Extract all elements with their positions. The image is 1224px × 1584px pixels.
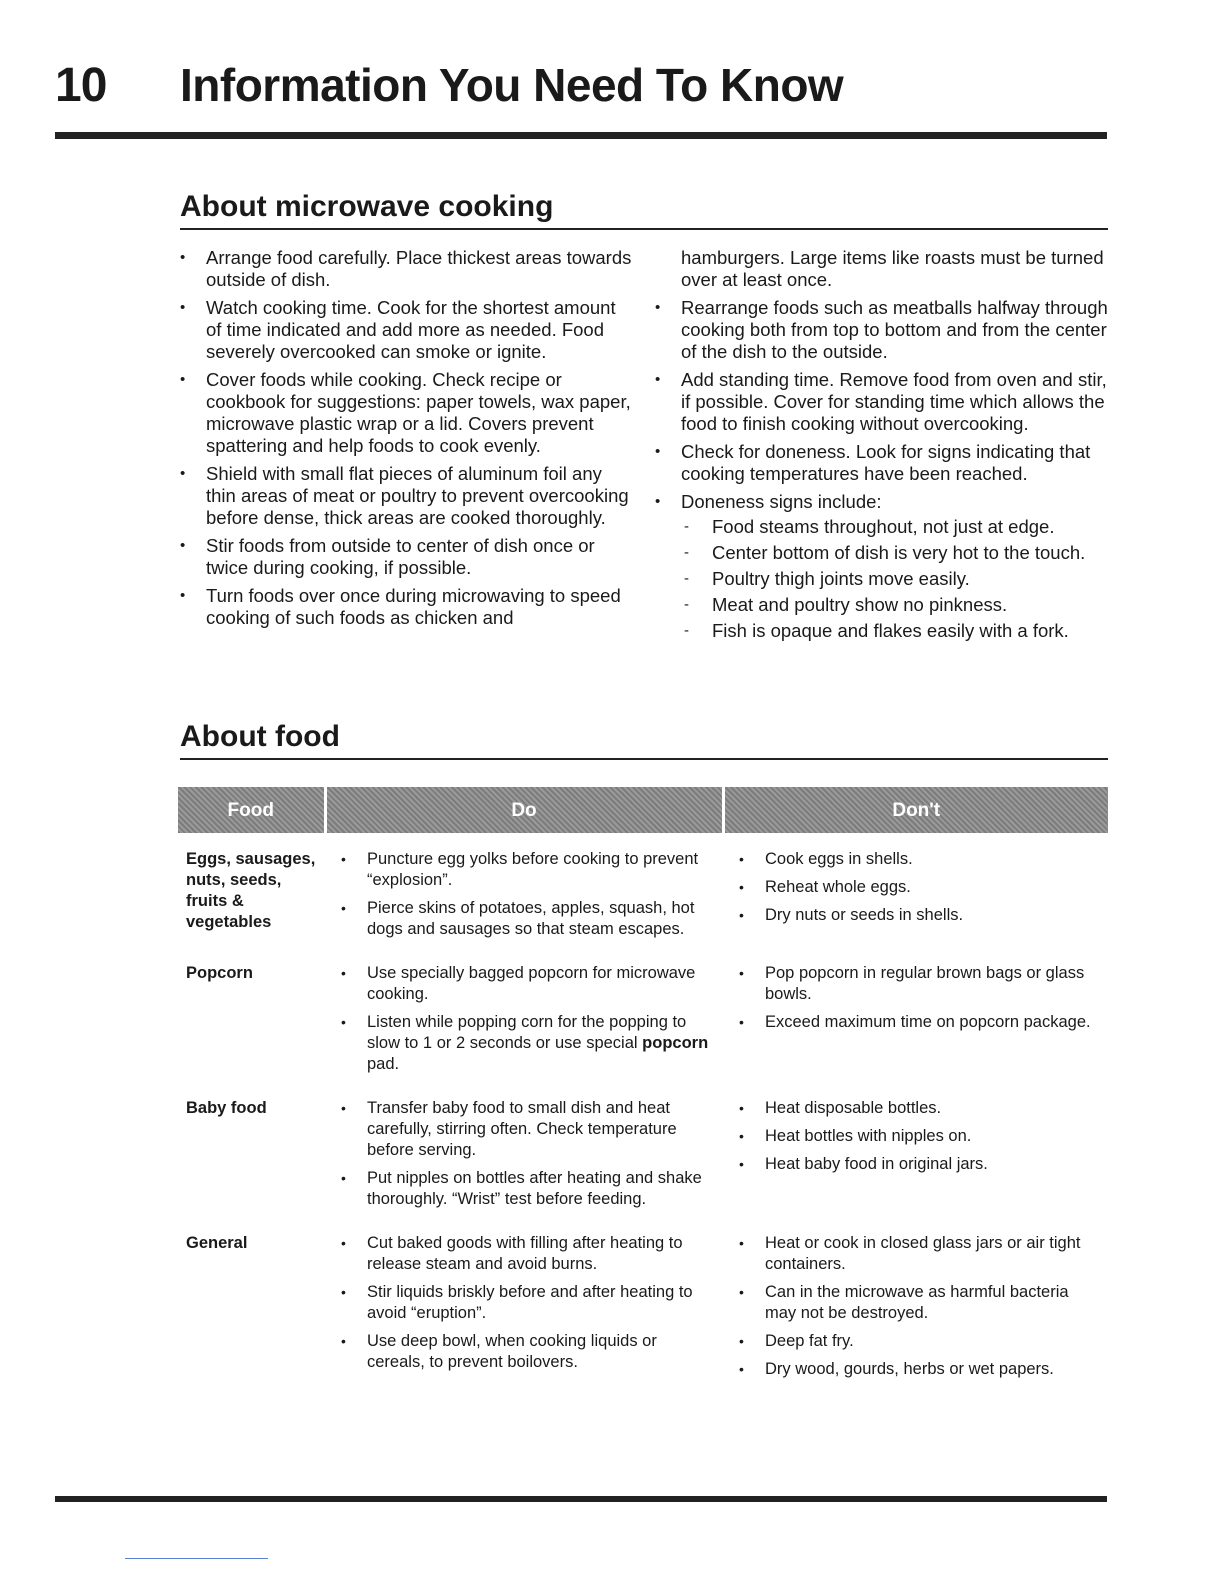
food-cell: General	[186, 1234, 248, 1252]
list-item: • Put nipples on bottles after heating and shake thoroughly. “Wrist” test before feeding.	[341, 1168, 709, 1210]
popcorn-pad-label: popcorn	[642, 1034, 709, 1052]
list-item: • Watch cooking time. Cook for the shortest amount of time indicated and add more as needed. Food severely overcooked can smoke or ignite.	[180, 297, 635, 363]
dont-cell	[723, 849, 1108, 947]
list-item: • Shield with small flat pieces of aluminum foil any thin areas of meat or poultry to prevent overcooking before dense, thick areas are cooked thoroughly.	[180, 463, 635, 529]
tips-column-right	[655, 247, 1110, 648]
do-cell	[325, 849, 723, 947]
list-item: • Transfer baby food to small dish and heat carefully, stirring often. Check temperature before serving.	[341, 1098, 709, 1161]
list-item: • Use specially bagged popcorn for microwave cooking.	[341, 963, 709, 1005]
section-title-microwave-cooking: About microwave cooking	[180, 190, 1108, 230]
section-title-about-food: About food	[180, 720, 1108, 760]
page-title: Information You Need To Know	[180, 59, 844, 111]
popcorn-text-before: Listen while popping corn for the popping to slow to 1 or 2 seconds or use special	[367, 1013, 687, 1052]
dont-cell	[723, 1233, 1108, 1387]
doneness-sign: - Food steams throughout, not just at edge.	[681, 516, 1110, 538]
column-header-do: Do	[325, 787, 723, 833]
list-item: • Heat baby food in original jars.	[739, 1154, 1102, 1175]
list-item: • Puncture egg yolks before cooking to prevent “explosion”.	[341, 849, 709, 891]
list-item	[655, 491, 1110, 642]
dont-cell	[723, 1098, 1108, 1217]
do-cell	[325, 1233, 723, 1387]
list-item: • Stir liquids briskly before and after heating to avoid “eruption”.	[341, 1282, 709, 1324]
list-item: • Cut baked goods with filling after heating to release steam and avoid burns.	[341, 1233, 709, 1275]
do-cell	[325, 1098, 723, 1217]
list-item: • Pop popcorn in regular brown bags or glass bowls.	[739, 963, 1102, 1005]
doneness-signs	[681, 516, 1110, 642]
list-item: • Check for doneness. Look for signs indicating that cooking temperatures have been reached.	[655, 441, 1110, 485]
footer-rule	[55, 1496, 1107, 1502]
list-item: • Turn foods over once during microwaving to speed cooking of such foods as chicken and	[180, 585, 635, 629]
list-item: • Dry nuts or seeds in shells.	[739, 905, 1102, 926]
list-item: • Heat or cook in closed glass jars or air tight containers.	[739, 1233, 1102, 1275]
list-item: • Heat bottles with nipples on.	[739, 1126, 1102, 1147]
column-header-dont: Don't	[723, 787, 1108, 833]
table-row	[178, 1098, 1108, 1217]
list-item: • Cook eggs in shells.	[739, 849, 1102, 870]
tips-column-left	[180, 247, 635, 635]
list-item: • Deep fat fry.	[739, 1331, 1102, 1352]
doneness-intro: Doneness signs include:	[681, 491, 882, 512]
list-item: • Rearrange foods such as meatballs halfway through cooking both from top to bottom and from the center of the dish to the outside.	[655, 297, 1110, 363]
food-cell: Eggs, sausages, nuts, seeds, fruits & vegetables	[186, 850, 316, 931]
table-row	[178, 849, 1108, 947]
list-item-continuation: hamburgers. Large items like roasts must be turned over at least once.	[681, 247, 1104, 290]
food-cell: Baby food	[186, 1099, 267, 1117]
doneness-sign: - Poultry thigh joints move easily.	[681, 568, 1110, 590]
food-table	[178, 787, 1108, 1387]
doneness-sign: - Center bottom of dish is very hot to the touch.	[681, 542, 1110, 564]
popcorn-text-after: pad.	[367, 1055, 400, 1073]
list-item: • Heat disposable bottles.	[739, 1098, 1102, 1119]
page-number: 10	[55, 59, 107, 112]
list-item	[341, 1012, 709, 1075]
list-item: • Arrange food carefully. Place thickest areas towards outside of dish.	[180, 247, 635, 291]
doneness-sign: - Meat and poultry show no pinkness.	[681, 594, 1110, 616]
list-item: • Exceed maximum time on popcorn package.	[739, 1012, 1102, 1033]
list-item: • Stir foods from outside to center of dish once or twice during cooking, if possible.	[180, 535, 635, 579]
do-cell	[325, 963, 723, 1082]
column-header-food: Food	[178, 787, 325, 833]
list-item: • Can in the microwave as harmful bacteria may not be destroyed.	[739, 1282, 1102, 1324]
page-header	[55, 58, 1107, 113]
list-item: • Use deep bowl, when cooking liquids or cereals, to prevent boilovers.	[341, 1331, 709, 1373]
list-item: • Reheat whole eggs.	[739, 877, 1102, 898]
table-header-row	[178, 787, 1108, 833]
header-rule	[55, 132, 1107, 139]
list-item: • Cover foods while cooking. Check recipe or cookbook for suggestions: paper towels, wax paper, microwave plastic wrap or a lid. Covers prevent spattering and help foods to cook evenly.	[180, 369, 635, 457]
list-item: • Pierce skins of potatoes, apples, squash, hot dogs and sausages so that steam escapes.	[341, 898, 709, 940]
footer-link-underline	[125, 1558, 268, 1559]
table-row	[178, 963, 1108, 1082]
table-row	[178, 1233, 1108, 1387]
list-item: • Dry wood, gourds, herbs or wet papers.	[739, 1359, 1102, 1380]
food-cell: Popcorn	[186, 964, 253, 982]
dont-cell	[723, 963, 1108, 1082]
doneness-sign: - Fish is opaque and flakes easily with a fork.	[681, 620, 1110, 642]
list-item: • Add standing time. Remove food from oven and stir, if possible. Cover for standing time which allows the food to finish cooking without overcooking.	[655, 369, 1110, 435]
